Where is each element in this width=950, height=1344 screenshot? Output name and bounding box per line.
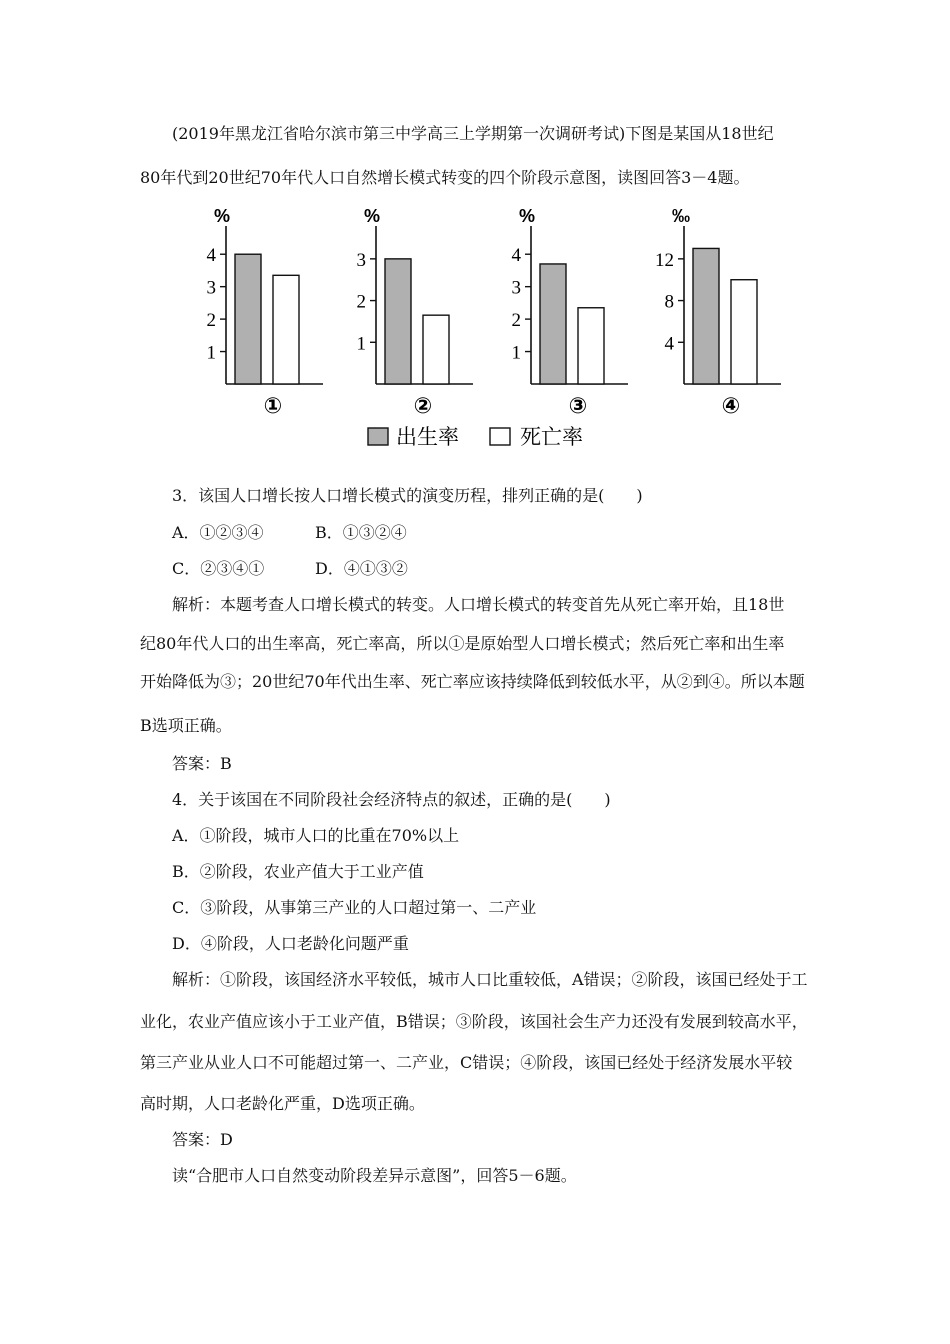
chart-4-death-bar <box>731 280 757 384</box>
next-intro: 读“合肥市人口自然变动阶段差异示意图”，回答5－6题。 <box>172 1166 577 1185</box>
q3-stem: 3．该国人口增长按人口增长模式的演变历程，排列正确的是( ) <box>172 486 643 505</box>
chart-1-tick-label: 2 <box>206 310 216 332</box>
q3-explanation-2: 纪80年代人口的出生率高，死亡率高，所以①是原始型人口增长模式；然后死亡率和出生率 <box>140 634 785 653</box>
chart-2-tick-label: 3 <box>356 249 366 271</box>
chart-4-tick-label: 12 <box>655 249 674 271</box>
chart-2-death-bar <box>423 315 449 384</box>
q4-explanation-1: 解析：①阶段，该国经济水平较低，城市人口比重较低，A错误；②阶段，该国已经处于工 <box>172 970 808 989</box>
chart-3-tick-label: 3 <box>511 277 521 299</box>
legend-birth-label: 出生率 <box>396 425 459 449</box>
chart-4-tick-label: 8 <box>664 291 674 313</box>
legend-death-label: 死亡率 <box>520 425 583 449</box>
chart-1-tick-label: 1 <box>206 342 216 364</box>
q3-explanation-3: 开始降低为③；20世纪70年代出生率、死亡率应该持续降低到较低水平，从②到④。所以本题 <box>140 672 805 691</box>
chart-3-tick-label: 2 <box>511 310 521 332</box>
q4-option-d: D．④阶段，人口老龄化问题严重 <box>172 934 409 953</box>
q4-explanation-4: 高时期，人口老龄化严重，D选项正确。 <box>140 1094 425 1113</box>
birth-death-rate-charts <box>188 198 808 453</box>
chart-3-tick-label: 4 <box>511 245 521 267</box>
chart-1-stage-label: ① <box>263 394 283 419</box>
q4-answer: 答案：D <box>172 1130 233 1149</box>
chart-1-tick-label: 4 <box>206 245 216 267</box>
chart-2-tick-label: 2 <box>356 291 366 313</box>
q4-option-c: C．③阶段，从事第三产业的人口超过第一、二产业 <box>172 898 537 917</box>
q4-option-a: A．①阶段，城市人口的比重在70%以上 <box>172 826 460 845</box>
q3-option-a: A．①②③④ <box>172 523 264 542</box>
q3-option-b: B．①③②④ <box>315 523 407 542</box>
chart-4-tick-label: 4 <box>664 333 674 355</box>
q3-answer: 答案：B <box>172 754 232 773</box>
q4-stem: 4．关于该国在不同阶段社会经济特点的叙述，正确的是( ) <box>172 790 611 809</box>
chart-3-death-bar <box>578 308 604 384</box>
chart-2-stage-label: ② <box>413 394 433 419</box>
q4-explanation-2: 业化，农业产值应该小于工业产值，B错误；③阶段，该国社会生产力还没有发展到较高水平， <box>140 1012 808 1031</box>
legend-death-swatch <box>490 428 510 445</box>
chart-1-birth-bar <box>235 254 261 384</box>
chart-2-tick-label: 1 <box>356 333 366 355</box>
chart-1-unit: % <box>214 206 231 226</box>
q3-explanation-4: B选项正确。 <box>140 716 232 735</box>
q3-explanation-1: 解析：本题考查人口增长模式的转变。人口增长模式的转变首先从死亡率开始，且18世 <box>172 595 785 614</box>
chart-2-unit: % <box>364 206 381 226</box>
q3-option-d: D．④①③② <box>315 559 408 578</box>
chart-1-death-bar <box>273 275 299 384</box>
chart-4-stage-label: ④ <box>721 394 741 419</box>
chart-2-birth-bar <box>385 259 411 384</box>
intro-line-1: (2019年黑龙江省哈尔滨市第三中学高三上学期第一次调研考试)下图是某国从18世纪 <box>172 124 774 143</box>
chart-4-unit: ‰ <box>672 206 690 226</box>
chart-3-unit: % <box>519 206 536 226</box>
q4-explanation-3: 第三产业从业人口不可能超过第一、二产业，C错误；④阶段，该国已经处于经济发展水平较 <box>140 1053 793 1072</box>
legend-birth-swatch <box>368 428 388 445</box>
q3-option-c: C．②③④① <box>172 559 265 578</box>
chart-3-stage-label: ③ <box>568 394 588 419</box>
chart-1-tick-label: 3 <box>206 277 216 299</box>
chart-3-tick-label: 1 <box>511 342 521 364</box>
q4-option-b: B．②阶段，农业产值大于工业产值 <box>172 862 424 881</box>
intro-line-2: 80年代到20世纪70年代人口自然增长模式转变的四个阶段示意图，读图回答3－4题。 <box>140 168 750 187</box>
chart-4-birth-bar <box>693 248 719 384</box>
chart-3-birth-bar <box>540 264 566 384</box>
